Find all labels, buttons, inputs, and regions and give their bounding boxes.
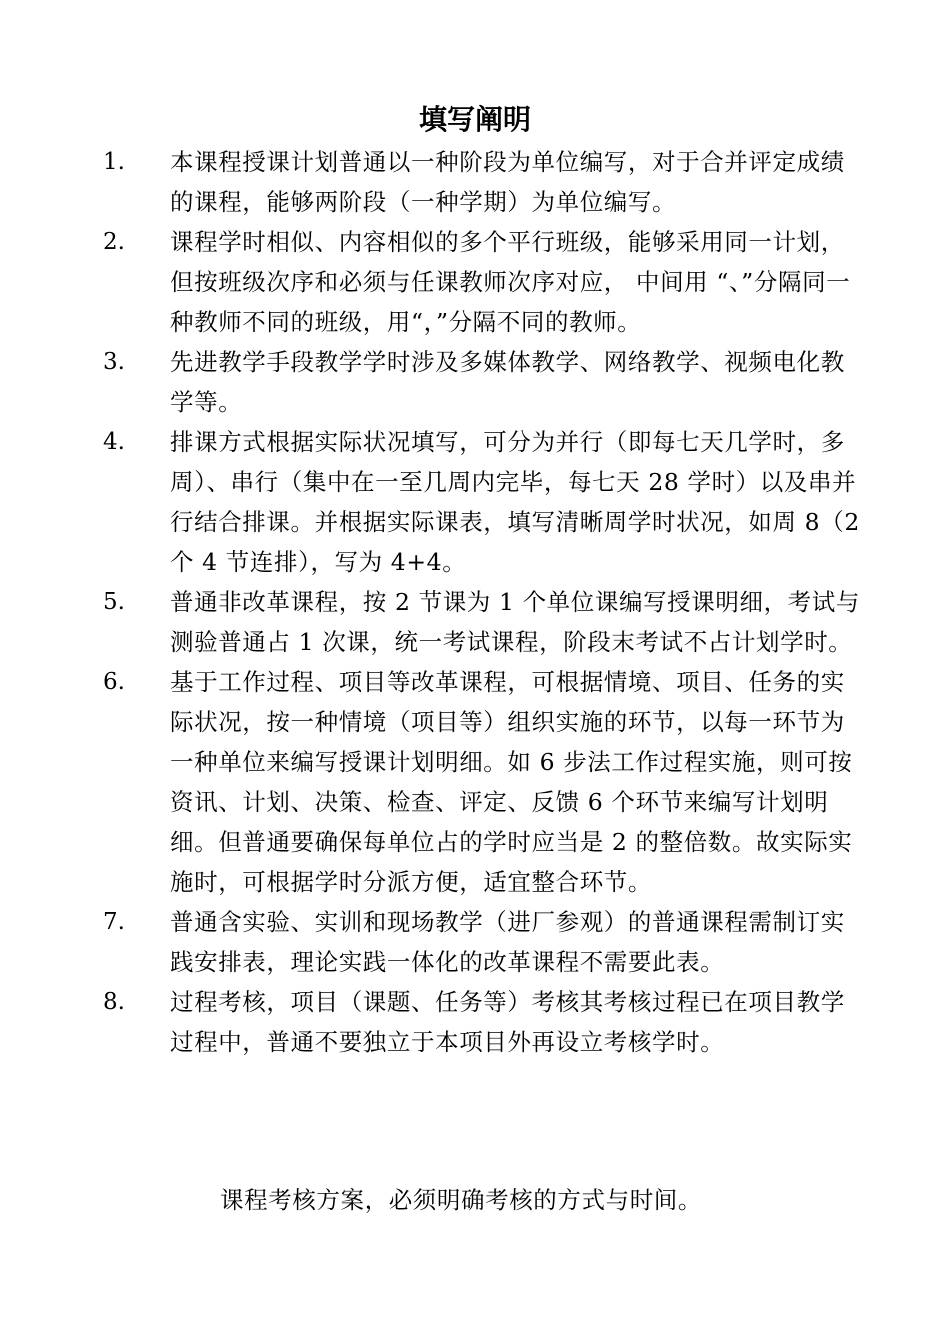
list-item [0, 342, 950, 422]
item-number: 4. [103, 429, 125, 455]
list-item [0, 142, 950, 222]
item-number: 7. [103, 909, 125, 935]
item-text: 本课程授课计划普通以一种阶段为单位编写，对于合并评定成绩的课程，能够两阶段（一种学期）为单位编写。 [170, 148, 845, 216]
item-text: 普通非改革课程，按 2 节课为 1 个单位课编写授课明细，考试与测验普通占 1 次课，统一考试课程，阶段末考试不占计划学时。 [170, 588, 860, 656]
item-text: 先进教学手段教学学时涉及多媒体教学、网络教学、视频电化教学等。 [170, 348, 845, 416]
item-number: 1. [103, 149, 125, 175]
list-item [0, 582, 950, 662]
list-item [0, 982, 950, 1062]
list-item [0, 662, 950, 902]
item-text: 排课方式根据实际状况填写，可分为并行（即每七天几学时，多周）、串行（集中在一至几周内完毕，每七天 28 学时）以及串并行结合排课。并根据实际课表，填写清晰周学时状况，如周 8（2 个 4 节连排），写为 4+4。 [170, 428, 860, 576]
item-number: 5. [103, 589, 125, 615]
list-item [0, 902, 950, 982]
item-text: 课程学时相似、内容相似的多个平行班级，能够采用同一计划，但按班级次序和必须与任课教师次序对应， 中间用 “、”分隔同一种教师不同的班级，用“，”分隔不同的教师。 [170, 228, 851, 336]
list-item [0, 422, 950, 582]
item-number: 6. [103, 669, 125, 695]
item-number: 3. [103, 349, 125, 375]
item-text: 过程考核，项目（课题、任务等）考核其考核过程已在项目教学过程中，普通不要独立于本项目外再设立考核学时。 [170, 988, 845, 1056]
instruction-list [0, 142, 950, 1062]
list-item [0, 222, 950, 342]
item-number: 8. [103, 989, 125, 1015]
item-text: 基于工作过程、项目等改革课程，可根据情境、项目、任务的实际状况，按一种情境（项目等）组织实施的环节，以每一环节为一种单位来编写授课计划明细。如 6 步法工作过程实施，则可按资讯、计划、决策、检查、评定、反馈 6 个环节来编写计划明细。但普通要确保每单位占的学时应当是 2 的整倍数。故实际实施时，可根据学时分派方便，适宜整合环节。 [170, 668, 853, 896]
page-title: 填写阐明 [418, 103, 531, 136]
assessment-note: 课程考核方案，必须明确考核的方式与时间。 [220, 1186, 702, 1214]
item-text: 普通含实验、实训和现场教学（进厂参观）的普通课程需制订实践安排表，理论实践一体化的改革课程不需要此表。 [170, 908, 845, 976]
item-number: 2. [103, 229, 125, 255]
